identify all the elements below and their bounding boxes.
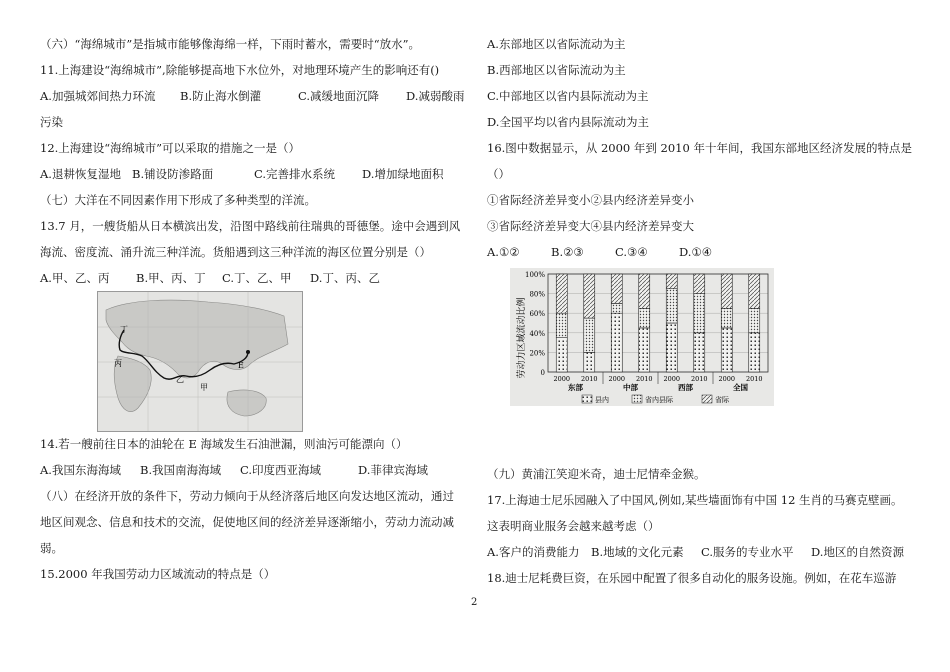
x-tick-label: 2000 xyxy=(663,375,681,383)
question-11: 11.上海建设“海绵城市”,除能够提高地下水位外，对地理环境产生的影响还有() xyxy=(40,63,440,77)
plot-frame xyxy=(548,274,768,372)
chart-y-axis-label: 劳动力区域流动比例 xyxy=(517,297,527,379)
y-tick-label: 80% xyxy=(529,290,545,299)
bar-segment xyxy=(721,328,732,372)
option-a[interactable]: A.客户的消费能力 xyxy=(487,545,580,559)
option-d[interactable]: D.菲律宾海域 xyxy=(358,463,428,477)
question-16-options xyxy=(487,244,712,260)
bar-segment xyxy=(611,274,622,303)
legend-label: 县内 xyxy=(595,396,609,404)
legend-swatch xyxy=(632,395,642,403)
question-18: 18.迪士尼耗费巨资，在乐园中配置了很多自动化的服务设施。例如，在花车巡游 xyxy=(487,571,897,585)
y-tick-label: 40% xyxy=(529,329,545,338)
page-number: 2 xyxy=(471,597,478,608)
x-tick-label: 2000 xyxy=(718,375,736,383)
bar-segment xyxy=(584,274,595,318)
y-tick-label: 0 xyxy=(540,369,545,377)
y-tick-label: 100% xyxy=(524,271,545,279)
option-b[interactable]: B.地域的文化元素 xyxy=(591,545,684,559)
y-tick-label: 20% xyxy=(529,349,545,358)
y-tick-label: 60% xyxy=(529,310,545,319)
question-17-line1: 17.上海迪士尼乐园融入了中国风,例如,某些墙面饰有中国 12 生肖的马赛克壁画。 xyxy=(487,493,903,507)
question-15-option-b[interactable]: B.西部地区以省际流动为主 xyxy=(487,63,626,77)
option-b[interactable]: B.②③ xyxy=(551,245,584,259)
option-a[interactable]: A.①② xyxy=(487,245,520,259)
option-c[interactable]: C.印度西亚海域 xyxy=(240,463,322,477)
legend-label: 省内县际 xyxy=(645,396,673,404)
question-15-option-c[interactable]: C.中部地区以省内县际流动为主 xyxy=(487,89,649,103)
bar-segment xyxy=(639,308,650,328)
question-13-line1: 13.7 月，一艘货船从日本横滨出发，沿图中路线前往瑞典的哥德堡。途中会遇到风 xyxy=(40,219,461,233)
option-a[interactable]: A.加强城郊间热力环流 xyxy=(40,89,156,103)
bar-segment xyxy=(556,274,567,313)
option-a[interactable]: A.甲、乙、丙 xyxy=(40,271,110,285)
x-tick-label: 2010 xyxy=(580,375,598,383)
question-17-options xyxy=(487,544,904,560)
bar-segment xyxy=(639,274,650,308)
route-start-marker xyxy=(246,350,250,354)
bar-segment xyxy=(694,274,705,294)
question-14-options xyxy=(40,462,428,478)
option-c[interactable]: C.完善排水系统 xyxy=(254,167,336,181)
map-label-yi: 乙 xyxy=(176,375,184,384)
option-d[interactable]: D.增加绿地面积 xyxy=(362,167,444,181)
bar-segment xyxy=(639,328,650,372)
section-9-intro: （九）黄浦江笑迎米奇，迪士尼情牵金猴。 xyxy=(487,467,706,481)
bar-segment xyxy=(611,313,622,372)
x-tick-label: 2010 xyxy=(745,375,763,383)
map-label-e: E xyxy=(238,361,244,370)
option-c[interactable]: C.③④ xyxy=(615,245,648,259)
question-12: 12.上海建设“海绵城市”可以采取的措施之一是（） xyxy=(40,141,301,155)
option-a[interactable]: A.我国东海海域 xyxy=(40,463,121,477)
bar-segment xyxy=(666,274,677,289)
bar-segment xyxy=(584,352,595,372)
option-c[interactable]: C.减缓地面沉降 xyxy=(298,89,380,103)
option-d[interactable]: D.①④ xyxy=(679,245,713,259)
map-label-jia: 甲 xyxy=(200,383,208,392)
legend-swatch xyxy=(582,395,592,403)
question-13-options xyxy=(40,270,380,286)
option-a[interactable]: A.退耕恢复湿地 xyxy=(40,167,121,181)
option-d[interactable]: D.地区的自然资源 xyxy=(811,545,904,559)
group-label: 西部 xyxy=(678,383,693,392)
bar-segment xyxy=(611,303,622,313)
x-tick-label: 2000 xyxy=(553,375,571,383)
legend-swatch xyxy=(702,395,712,403)
bar-segment xyxy=(666,323,677,372)
group-label: 中部 xyxy=(623,383,638,392)
option-d[interactable]: D.丁、丙、乙 xyxy=(310,271,380,285)
question-14: 14.若一艘前往日本的油轮在 E 海域发生石油泄漏，则油污可能漂向（） xyxy=(40,437,408,451)
section-7-intro: （七）大洋在不同因素作用下形成了多种类型的洋流。 xyxy=(40,193,316,207)
question-12-options xyxy=(40,166,443,182)
landmass-australia xyxy=(227,390,266,416)
option-b[interactable]: B.铺设防渗路面 xyxy=(132,167,214,181)
bar-segment xyxy=(749,333,760,372)
bar-segment xyxy=(694,333,705,372)
map-label-ding: 丁 xyxy=(120,325,128,334)
question-16-items1: ①省际经济差异变小②县内经济差异变小 xyxy=(487,193,694,207)
bar-segment xyxy=(556,338,567,372)
question-15-option-a[interactable]: A.东部地区以省际流动为主 xyxy=(487,37,626,51)
bar-segment xyxy=(666,289,677,323)
question-17-line2: 这表明商业服务会越来越考虑（） xyxy=(487,519,660,533)
x-tick-label: 2010 xyxy=(690,375,708,383)
option-c[interactable]: C.丁、乙、甲 xyxy=(222,271,292,285)
group-label: 全国 xyxy=(733,383,748,392)
group-label: 东部 xyxy=(568,383,583,392)
x-tick-label: 2010 xyxy=(635,375,653,383)
route-map-figure xyxy=(97,291,303,432)
bar-segment xyxy=(749,274,760,308)
option-b[interactable]: B.防止海水倒灌 xyxy=(180,89,262,103)
bar-segment xyxy=(721,274,732,308)
bar-segment xyxy=(694,294,705,333)
section-8-line3: 弱。 xyxy=(40,541,63,555)
option-b[interactable]: B.我国南海海域 xyxy=(140,463,222,477)
question-16-items2: ③省际经济差异变大④县内经济差异变大 xyxy=(487,219,694,233)
option-d[interactable]: D.减弱酸雨 xyxy=(406,89,465,103)
question-16-line2: （） xyxy=(487,167,510,181)
question-16-line1: 16.图中数据显示，从 2000 年到 2010 年十年间，我国东部地区经济发展的特点是 xyxy=(487,141,912,155)
option-b[interactable]: B.甲、丙、丁 xyxy=(136,271,206,285)
section-6-intro: （六）“海绵城市”是指城市能够像海绵一样，下雨时蓄水，需要时“放水”。 xyxy=(40,37,421,51)
question-15-option-d[interactable]: D.全国平均以省内县际流动为主 xyxy=(487,115,649,129)
labor-flow-chart-svg xyxy=(510,268,774,406)
question-13-line2: 海流、密度流、涌升流三种洋流。货船遇到这三种洋流的海区位置分别是（） xyxy=(40,245,431,259)
map-label-bing: 丙 xyxy=(114,359,122,368)
x-tick-label: 2000 xyxy=(608,375,626,383)
legend-label: 省际 xyxy=(715,396,729,404)
bar-segment xyxy=(556,313,567,338)
bar-segment xyxy=(721,308,732,328)
question-11-options xyxy=(40,88,464,104)
bar-segment xyxy=(749,308,760,333)
labor-flow-chart xyxy=(510,268,774,406)
section-8-line2: 地区间观念、信息和技术的交流，促使地区间的经济差异逐渐缩小，劳动力流动减 xyxy=(40,515,454,529)
question-11-continued: 污染 xyxy=(40,115,63,129)
route-map-svg xyxy=(98,292,302,431)
option-c[interactable]: C.服务的专业水平 xyxy=(701,545,794,559)
question-15: 15.2000 年我国劳动力区域流动的特点是（） xyxy=(40,567,276,581)
section-8-line1: （八）在经济开放的条件下，劳动力倾向于从经济落后地区向发达地区流动，通过 xyxy=(40,489,454,503)
bar-segment xyxy=(584,318,595,352)
